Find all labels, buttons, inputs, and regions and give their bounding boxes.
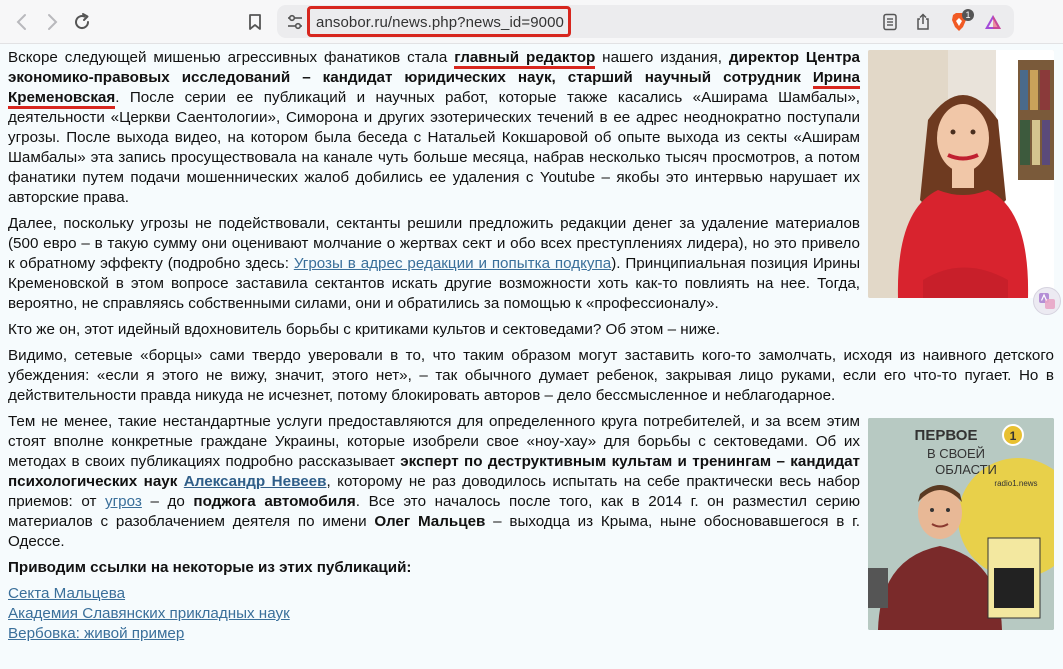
translate-icon[interactable] [1033,287,1061,315]
publication-link-2[interactable]: Академия Славянских прикладных наук [8,605,290,622]
sign-line-2: В СВОЕЙ [926,446,986,461]
address-bar[interactable] [277,5,1014,38]
threats-link[interactable]: угроз [105,493,142,510]
expert-photo [868,418,1054,630]
bookmark-button[interactable] [244,10,266,34]
chevron-left-icon [15,13,29,31]
share-icon[interactable] [913,12,933,32]
site-settings-icon[interactable] [286,13,304,31]
editor-title-highlight: главный редактор [454,49,595,69]
extension-badge: 1 [962,9,974,21]
text-span: Тем не менее, такие нестандартные услуги предоставляются для определенного круга потребителей, и за всем этим стоят вполне конкретные граждане Украины, которые изобрели свое «ноу-хау» для борьбы с сектоведами. Об их методах в своих публикациях подробно рассказывает [8,413,860,470]
publication-link-1[interactable]: Секта Мальцева [8,585,126,602]
url-text[interactable]: ansobor.ru/news.php?news_id=9000 [307,6,571,37]
reader-mode-icon[interactable] [880,12,900,32]
sign-line-3: ОБЛАСТИ [935,462,997,477]
expert-name-link[interactable]: Александр Невеев [183,473,327,490]
bold-text: директор Центра экономико-правовых исследований – кандидат юридических наук, старший научный сотрудник [8,49,860,86]
bold-text: Приводим ссылки на некоторые из этих публикаций: [8,559,412,576]
editor-name-highlight: Ирина Кременовская [8,69,860,109]
article [8,48,1054,644]
reload-button[interactable] [70,10,94,34]
text-span: Далее, поскольку угрозы не подействовали, сектанты решили предложить редакции денег за удаление материалов (500 евро – в такую сумму они оценивают молчание о жертвах сект и обо всех преступлениях лидера), но это привело к обратному эффекту (подробно здесь: [8,215,860,272]
chevron-right-icon [45,13,59,31]
bold-text: эксперт по деструктивным культам и тренингам – кандидат психологических наук [8,453,860,490]
publication-link-3[interactable]: Вербовка: живой пример [8,625,185,642]
threats-bribe-link[interactable]: Угрозы в адрес редакции и попытка подкупа [293,255,612,272]
bookmark-icon [248,13,262,31]
paragraph-4: Видимо, сетевые «борцы» сами твердо уверовали в то, что таким образом могут заставить кого-то замолчать, исходя из наивного детского убеждения: «если я этого не вижу, значит, этого нет», – так обычного думает ребенок, закрывая лицо руками, если его что-то пугает. Но в действительности правда никуда не исчезнет, потому блокировать авторов – дело бессмысленное и неблагодарное. [8,347,1054,404]
text-span: – до [141,493,194,510]
text-span: ). Принципиальная позиция Ирины Кременовской в этом вопросе заставила сектантов искать другие возможности хоть как-то повлиять на нее. Тогда, вероятно, не справляясь собственными силами, они и обратились за помощью к «профессионалу». [8,255,861,312]
paragraph-3: Кто же он, этот идейный вдохновитель борьбы с критиками культов и сектоведами? Об этом – ниже. [8,321,720,338]
text-span: . Все это началось после того, как в 2014 г. он разместил серию материалов с разоблачением деятеля по имени [8,493,860,530]
sign-line-1: ПЕРВОЕ [914,427,978,444]
text-span: нашего издания, [595,49,729,66]
text-span: , которому не раз доводилось испытать на себе практически весь набор приемов: от [8,473,860,510]
sign-badge: 1 [1009,429,1017,443]
browser-toolbar [0,0,1063,44]
text-span: . После серии ее публикаций и научных работ, которые также касались «Аширама Шамбалы», деятельности «Церкви Саентологии», Симорона и других эзотерических течений в ее адрес неоднократно поступали угрозы. После выхода видео, на котором была беседа с Натальей Кокшаровой об опыте выхода из секты «Аширам Шамбалы» эта запись просуществовала на канале чуть больше месяца, набрав несколько тысяч просмотров, а потом фанатики путем подачи мошеннических жалоб добились ее удаления с Youtube – якобы это интервью нарушает их авторские права. [8,89,860,206]
reload-icon [72,12,92,32]
bold-text: Олег Мальцев [374,513,486,530]
forward-button[interactable] [40,10,64,34]
back-button[interactable] [10,10,34,34]
sign-line-4: radio1.news [994,479,1038,488]
bold-text: поджога автомобиля [193,493,356,510]
text-span: Вскоре следующей мишенью агрессивных фанатиков стала [8,49,455,66]
rewards-triangle-icon[interactable] [983,12,1003,32]
text-span: – выходца из Крыма, ныне обосновавшегося в г. Одессе. [8,513,861,550]
brave-shields-icon[interactable] [949,12,969,32]
editor-photo [868,50,1054,298]
web-page [0,44,1063,669]
